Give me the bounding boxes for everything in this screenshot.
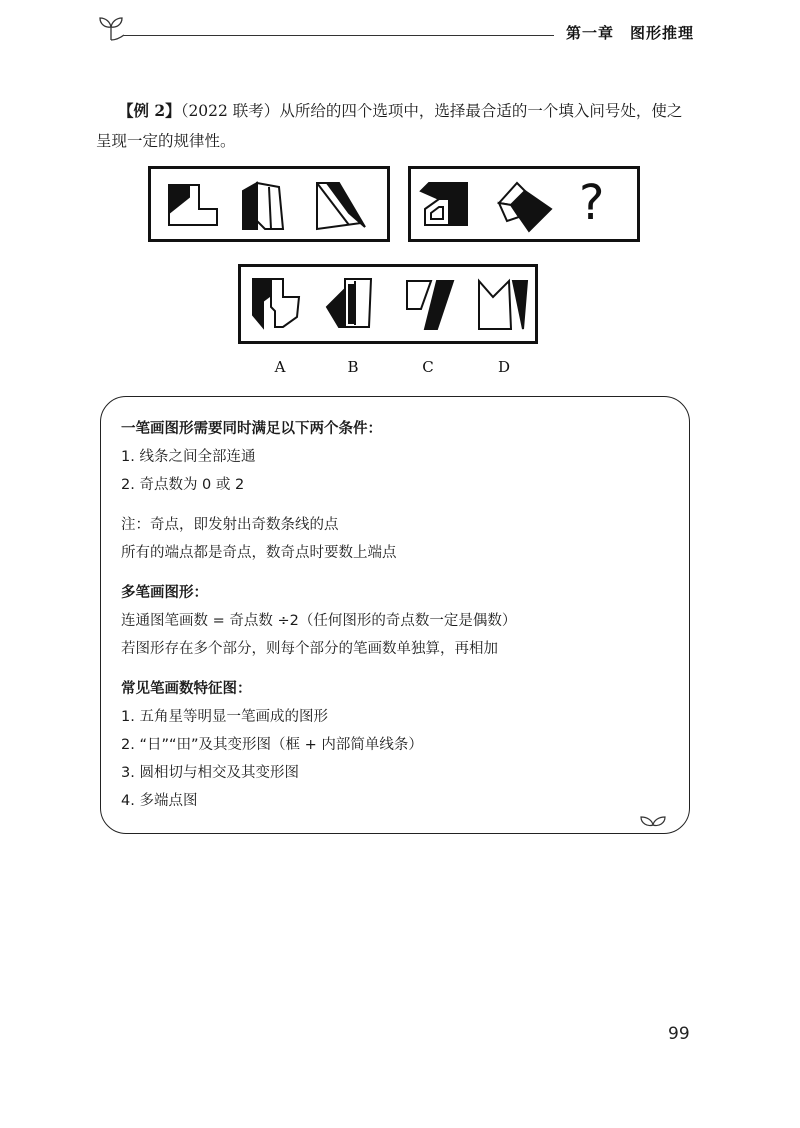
tips-heading-single-stroke: 一笔画图形需要同时满足以下两个条件： bbox=[121, 421, 382, 437]
option-b-figure bbox=[327, 279, 371, 327]
running-header bbox=[566, 22, 694, 43]
header-divider bbox=[124, 35, 554, 36]
tips-note: 所有的端点都是奇点，数奇点时要数上端点 bbox=[121, 545, 397, 561]
tips-item: 若图形存在多个部分，则每个部分的笔画数单独算，再相加 bbox=[121, 641, 498, 657]
tips-item: 1. 线条之间全部连通 bbox=[121, 449, 256, 465]
tips-heading-multi-stroke: 多笔画图形： bbox=[121, 585, 208, 601]
question-body: 从所给的四个选项中，选择最合适的一个填入问号处，使之呈现一定的规律性。 bbox=[96, 102, 683, 150]
option-b-label: B bbox=[347, 358, 359, 376]
given-figure-1 bbox=[169, 185, 217, 225]
given-figures-frame bbox=[148, 166, 390, 242]
leaf-ornament-icon bbox=[639, 813, 667, 829]
given-figure-3 bbox=[317, 183, 365, 229]
tips-item: 4. 多端点图 bbox=[121, 793, 198, 809]
question-source: （2022 联考） bbox=[180, 102, 280, 120]
given-figure-4 bbox=[421, 183, 467, 225]
question-mark: ? bbox=[579, 175, 605, 231]
tips-item: 连通图笔画数 = 奇点数 ÷2（任何图形的奇点数一定是偶数） bbox=[121, 613, 517, 629]
question-figures-frame bbox=[408, 166, 640, 242]
question-text bbox=[96, 96, 696, 156]
option-figures-drawing bbox=[241, 267, 535, 341]
tips-box bbox=[100, 396, 690, 834]
tips-note: 注：奇点，即发射出奇数条线的点 bbox=[121, 517, 339, 533]
given-figure-5 bbox=[499, 183, 551, 231]
option-d-label: D bbox=[497, 358, 511, 376]
option-d-figure bbox=[479, 281, 527, 329]
tips-heading-features: 常见笔画数特征图： bbox=[121, 681, 252, 697]
option-c-figure bbox=[407, 281, 453, 329]
tips-item: 3. 圆相切与相交及其变形图 bbox=[121, 765, 299, 781]
tips-item: 1. 五角星等明显一笔画成的图形 bbox=[121, 709, 328, 725]
page-number: 99 bbox=[668, 1024, 690, 1044]
given-figures-drawing bbox=[151, 169, 387, 239]
given-figure-2 bbox=[243, 183, 283, 229]
question-tag: 【例 2】 bbox=[118, 101, 181, 120]
tips-item: 2. “日”“田”及其变形图（框 + 内部简单线条） bbox=[121, 737, 423, 753]
tips-item: 2. 奇点数为 0 或 2 bbox=[121, 477, 245, 493]
option-c-label: C bbox=[422, 358, 434, 376]
options-frame bbox=[238, 264, 538, 344]
option-a-figure bbox=[253, 279, 299, 327]
chapter-number: 第一章 bbox=[566, 24, 615, 42]
sprout-leaf-icon bbox=[96, 14, 126, 44]
chapter-title: 图形推理 bbox=[630, 24, 695, 42]
option-a-label: A bbox=[274, 358, 286, 376]
